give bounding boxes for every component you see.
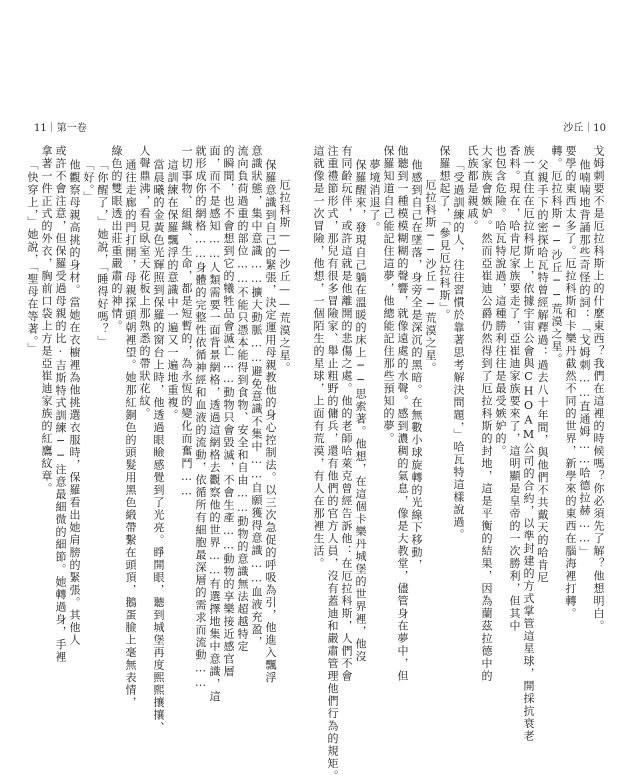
text-column: 「受過訓練的人，往往習慣於靠著思考解決問題，」哈瓦特這樣說過。 [452,159,465,541]
left-page-header: 11｜第一卷 [34,123,87,134]
text-column: 流向負荷過重的部位……不能只憑本能得到食物、安全和自由……動物的意識無法超越特定 [236,145,249,653]
right-page-header: 沙丘｜10 [563,123,606,134]
text-column: 大家族會嫉妒。然而亞崔迪公爵仍然得到了厄拉科斯的封地，這是平衡的結果，因為蘭茲拉德中的 [480,145,493,683]
text-column: 這就像是一次冒險，他想，一個陌生的星球，上面有荒漠，有人在那裡生活。 [312,145,325,570]
text-column: 厄拉科斯——沙丘——荒漠之星。 [278,179,291,375]
text-column: 的瞬間，也不會想到它的犧牲品會滅亡……動物只會毀滅，不會生產……動物的享樂接近感官層 [222,145,235,678]
text-column: 父親手下的密探哈瓦特曾經解釋過：過去八十年間，與他們不共戴天的哈肯尼 [536,159,549,584]
text-column: 保羅想起了，「參見厄拉科斯」。 [438,145,451,322]
left-page [0,0,320,734]
text-column: 面，而不是感知……人類需要一面背景網格，透過這網格去觀察他的世界……有選擇地集中意識，這 [208,145,221,703]
text-column: 戈姆刺要不是厄拉科斯上的什麼東西？我們在這裡的時候嗎？你必須先了解？他想明白。 [592,145,605,633]
text-column: 一切事物、組織、生命，都是短暫的，為永恆的變化而奮鬥…… [180,145,193,499]
right-page-text-block [312,145,605,783]
text-column: 他感到自己在墜落，身旁全是深沉的黑暗。在無數小球旋轉的光線下移動， [410,159,423,572]
left-page-text-block [26,145,291,734]
text-column: 要學的東西太多了。厄拉科斯和卡樂丹截然不同的世界，新學來的東西在腦海裡打轉。 [564,145,577,620]
text-column: 人聲鼎沸，看見臥室天花板上那熟悉的帶狀花紋。 [138,145,151,420]
text-column: 或許不會注意，但保羅受過母親的比·吉斯特式訓練──注意最細微的細節。她轉過身，手裡 [54,145,67,664]
text-column: 拿著一件正式的外衣，胸前口袋上方是亞崔迪家族的紅鷹紋章。 [40,145,53,495]
text-column: 「快穿上，」她說，「聖母在等著。」 [26,159,39,355]
text-column: 他觀察母親高挑的身材。當她在衣櫥裡為他挑選衣服時，保羅看出她肩膀的緊張。其他人 [68,159,81,647]
text-column: 夢境消退了。 [368,159,381,234]
text-column: 氏族都是親戚。 [466,145,479,233]
text-column: 轉。厄拉科斯──沙丘──荒漠之星。 [550,145,563,366]
text-column: 族一直住在厄拉科斯上，依據宇宙公會與CHOAM公司的合約，以準封建的方式掌管這星球，開採抗衰老 [522,145,535,743]
text-column: 他聽到一種模模糊糊的聲響，就像遠處的水聲。感到濃稠的氣息，像是大教堂，儘管身在夢中，但 [396,145,409,683]
right-page [312,0,640,783]
text-column: 保羅意識到自己的緊張，決定運用母親教他的身心控制法。以三次急促的呼吸為引，他進入飄浮 [264,159,277,684]
text-column: 厄拉科斯──沙丘──荒漠之星。 [424,179,437,375]
text-column: 通往走廊的門打開，母親探頭朝裡望。她那紅銅色的頭髮用黑色緞帶繫在頭頂，鵝蛋臉上毫無表情， [124,159,137,709]
text-column: 就形成你的網格……身體的完整性依循神經和血液的流動，依循所有細胞最深層的需求而流動…… [194,145,207,691]
text-column: 有同齡玩伴，或許這就是他離開的悲傷之處。他的老師哈萊克曾經告訴他：在厄拉科斯，人們不會 [340,145,353,683]
text-column: 意識狀態，集中意識……擴大動脈……避免意識不集中……自願獲得意識……血液充盈， [250,145,263,649]
text-column: 也包含危險。哈瓦特說過，這種勝利往往是最受嫉妒的。 [494,145,507,458]
text-column: 保羅醒來，發現自己躺在溫暖的床上──思索著。他想，在這個卡樂丹城堡的世界裡，他沒 [354,159,367,663]
text-column: 保羅知道自己能記住這夢，他總能記住那些預知的夢。 [382,145,395,445]
text-column: 綠色的雙眼透出莊重嚴肅的神情。 [110,145,123,333]
text-column: 香料。現在，哈肯尼家族要走了，亞崔迪家族要來了，這明顯是皇帝的一次勝利，但其中 [508,145,521,633]
text-column: 當晨曦的金黃色光輝照到保羅的窗台上時，他透過眼瞼感覺到了光亮。睜開眼，聽到城堡再度熙熙攘攘、 [152,159,165,734]
text-column: 這訓練在保羅飄浮的意識中一遍又一遍地重複。 [166,159,179,422]
text-column: 注重禮節形式，那兒有很多冒險家、舉止粗野的傭兵，還有他們的官方人員，沒有蓋迪和嚴肅管理他們行為的規矩。 [326,145,339,783]
text-column: 「好。」 [82,159,95,204]
text-column: 他喃喃地背誦那些奇怪的詞：「戈姆刺……直通姆……哈德拉赫……」 [578,159,591,559]
text-column: 「你醒了，」她說，「睡得好嗎？」 [96,159,109,348]
